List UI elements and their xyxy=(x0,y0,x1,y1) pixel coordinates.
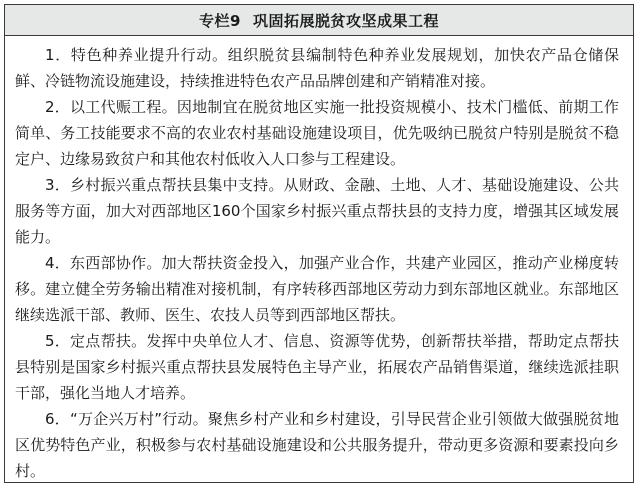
item-6-enterprise-village-action: 6．“万企兴万村”行动。聚焦乡村产业和乡村建设，引导民营企业引领做大做强脱贫地区优势特色产业，积极参与农村基础设施建设和公共服务提升，带动更多资源和要素投向乡村。 xyxy=(15,410,619,480)
column-title: 巩固拓展脱贫攻坚成果工程 xyxy=(252,11,439,30)
column-header xyxy=(5,5,633,36)
column-box xyxy=(4,4,634,483)
item-3-key-county-support: 3．乡村振兴重点帮扶县集中支持。从财政、金融、土地、人才、基础设施建设、公共服务等方面，加大对西部地区160个国家乡村振兴重点帮扶县的支持力度，增强其区域发展能力。 xyxy=(15,176,619,246)
item-1-special-breeding: 1．特色种养业提升行动。组织脱贫县编制特色种养业发展规划，加快农产品仓储保鲜、冷链物流设施建设，持续推进特色农产品品牌创建和产销精准对接。 xyxy=(15,46,619,90)
item-5-designated-assistance: 5．定点帮扶。发挥中央单位人才、信息、资源等优势，创新帮扶举措，帮助定点帮扶县特别是国家乡村振兴重点帮扶县发展特色主导产业，拓展农产品销售渠道，继续选派挂职干部，强化当地人才培养。 xyxy=(15,332,619,402)
column-number: 专栏9 xyxy=(199,11,241,30)
item-4-east-west-cooperation: 4．东西部协作。加大帮扶资金投入，加强产业合作，共建产业园区，推动产业梯度转移。建立健全劳务输出精准对接机制，有序转移西部地区劳动力到东部地区就业。东部地区继续选派干部、教师、医生、农技人员等到西部地区帮扶。 xyxy=(15,254,619,324)
item-2-work-relief: 2．以工代赈工程。因地制宜在脱贫地区实施一批投资规模小、技术门槛低、前期工作简单、务工技能要求不高的农业农村基础设施建设项目，优先吸纳已脱贫户特别是脱贫不稳定户、边缘易致贫户和其他农村低收入人口参与工程建设。 xyxy=(15,98,619,168)
column-body xyxy=(5,36,633,484)
